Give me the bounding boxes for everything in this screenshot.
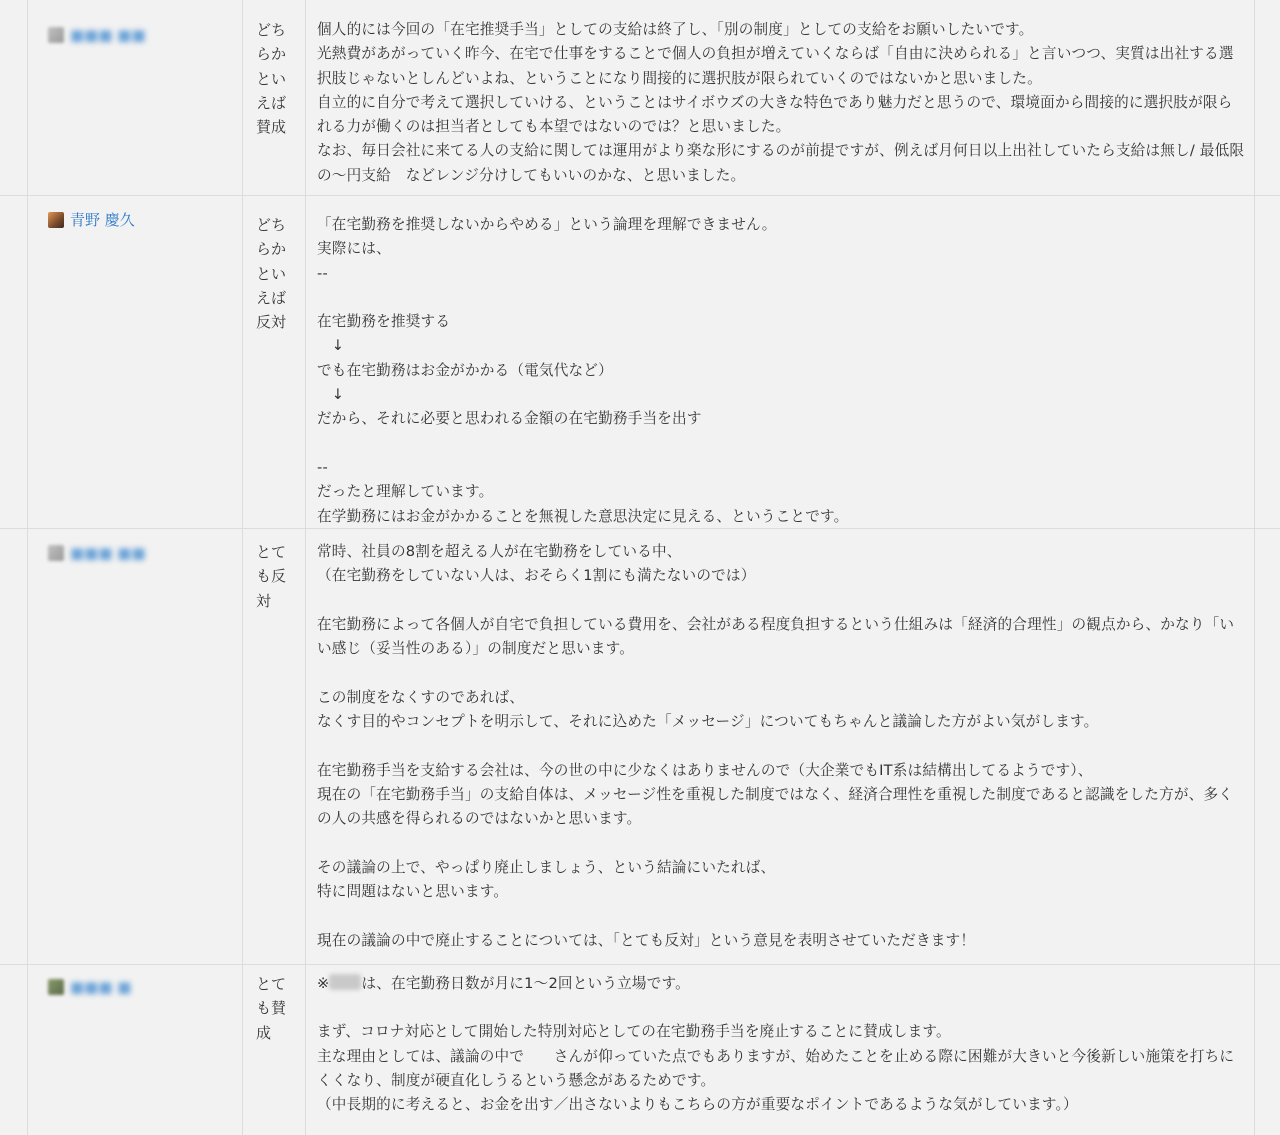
- table-row: [0, 0, 1280, 196]
- avatar: [48, 979, 64, 995]
- comment-text: 常時、社員の8割を超える人が在宅勤務をしている中、 （在宅勤務をしていない人は、おそらく1割にも満たないのでは） 在宅勤務によって各個人が自宅で負担している費用を、会社がある程度負担するという仕組みは「経済的合理性」の観点から、かなり「いい感じ（妥当性のある）」の制度だと思います。 この制度をなくすのであれば、 なくす目的やコンセプトを明示して、それに込めた「メッセージ」についてもちゃんと議論した方がよい気がします。 在宅勤務手当を支給する会社は、今の世の中に少なくはありませんので（大企業でもIT系は結構出してるようです）、 現在の「在宅勤務手当」の支給自体は、メッセージ性を重視した制度ではなく、経済合理性を重視した制度であると認識をした方が、多くの人の共感を得られるのではないかと思います。 その議論の上で、やっぱり廃止しましょう、という結論にいたれば、 特に問題はないと思います。 現在の議論の中で廃止することについては、「とても反対」という意見を表明させていただきます！: [317, 543, 1235, 949]
- opinion-label: とても反対: [256, 543, 287, 610]
- opinion-label: どちらかといえば反対: [256, 216, 287, 332]
- column-divider: [27, 528, 28, 964]
- table-row: [0, 195, 1280, 529]
- comment-first-line-text: は、在宅勤務日数が月に1〜2回という立場です。: [361, 975, 690, 992]
- note-mark: ※: [317, 975, 330, 992]
- column-divider: [242, 528, 243, 964]
- comment-text: まず、コロナ対応として開始した特別対応としての在宅勤務手当を廃止することに賛成します。 主な理由としては、議論の中で さんが仰っていた点でもありますが、始めたことを止める際に困難が大きいと今後新しい施策を打ちにくくなり、制度が硬直化しうるという懸念があるためです。 （中長期的に考えると、お金を出す／出さないよりもこちらの方が重要なポイントであるような気がしています。）: [317, 1023, 1235, 1114]
- column-divider: [242, 964, 243, 1135]
- column-divider: [27, 964, 28, 1135]
- column-divider: [242, 0, 243, 195]
- column-divider: [242, 195, 243, 528]
- column-divider: [305, 528, 306, 964]
- user-cell[interactable]: [48, 544, 146, 562]
- opinion-label: とても賛成: [256, 975, 287, 1042]
- column-divider: [305, 195, 306, 528]
- column-divider: [305, 0, 306, 195]
- column-divider: [1254, 528, 1255, 964]
- user-name-redacted[interactable]: ■■■ ■■: [70, 26, 146, 44]
- user-name-redacted[interactable]: ■■■ ■■: [70, 544, 146, 562]
- column-divider: [27, 195, 28, 528]
- avatar: [48, 545, 64, 561]
- user-cell[interactable]: [48, 209, 135, 230]
- column-divider: [1254, 195, 1255, 528]
- user-name-redacted[interactable]: ■■■ ■: [70, 978, 132, 996]
- table-row: [0, 964, 1280, 1135]
- comment-first-line: [317, 972, 1245, 996]
- comment-block: [317, 972, 1245, 1117]
- avatar: [48, 27, 64, 43]
- column-divider: [1254, 0, 1255, 195]
- column-divider: [305, 964, 306, 1135]
- column-divider: [1254, 964, 1255, 1135]
- spacer: [317, 996, 1245, 1020]
- user-cell[interactable]: [48, 26, 146, 44]
- comment-text: 個人的には今回の「在宅推奨手当」としての支給は終了し、「別の制度」としての支給をお願いしたいです。 光熱費があがっていく昨今、在宅で仕事をすることで個人の負担が増えていくならば「自由に決められる」と言いつつ、実質は出社する選択肢じゃないとしんどいよね、ということになり間接的に選択肢が限られていくのではないかと思いました。 自立的に自分で考えて選択していける、ということはサイボウズの大きな特色であり魅力だと思うので、環境面から間接的に選択肢が限られる力が働くのは担当者としても本望ではないのでは？と思いました。 なお、毎日会社に来てる人の支給に関しては運用がより楽な形にするのが前提ですが、例えば月何日以上出社していたら支給は無し/ 最低限の〜円支給 などレンジ分けしてもいいのかな、と思いました。: [317, 21, 1245, 184]
- user-name-link[interactable]: 青野 慶久: [70, 211, 135, 229]
- avatar: [48, 212, 64, 228]
- table-row: [0, 528, 1280, 965]
- comment-text: 「在宅勤務を推奨しないからやめる」という論理を理解できません。 実際には、 -- 在宅勤務を推奨する ↓ でも在宅勤務はお金がかかる（電気代など） ↓ だから、それに必要と思われる金額の在宅勤務手当を出す -- だったと理解しています。 在学勤務にはお金がかかることを無視した意思決定に見える、ということです。: [317, 216, 849, 525]
- column-divider: [27, 0, 28, 195]
- opinion-label: どちらかといえば賛成: [256, 21, 287, 137]
- user-cell[interactable]: [48, 978, 131, 996]
- redacted-name: [329, 974, 361, 990]
